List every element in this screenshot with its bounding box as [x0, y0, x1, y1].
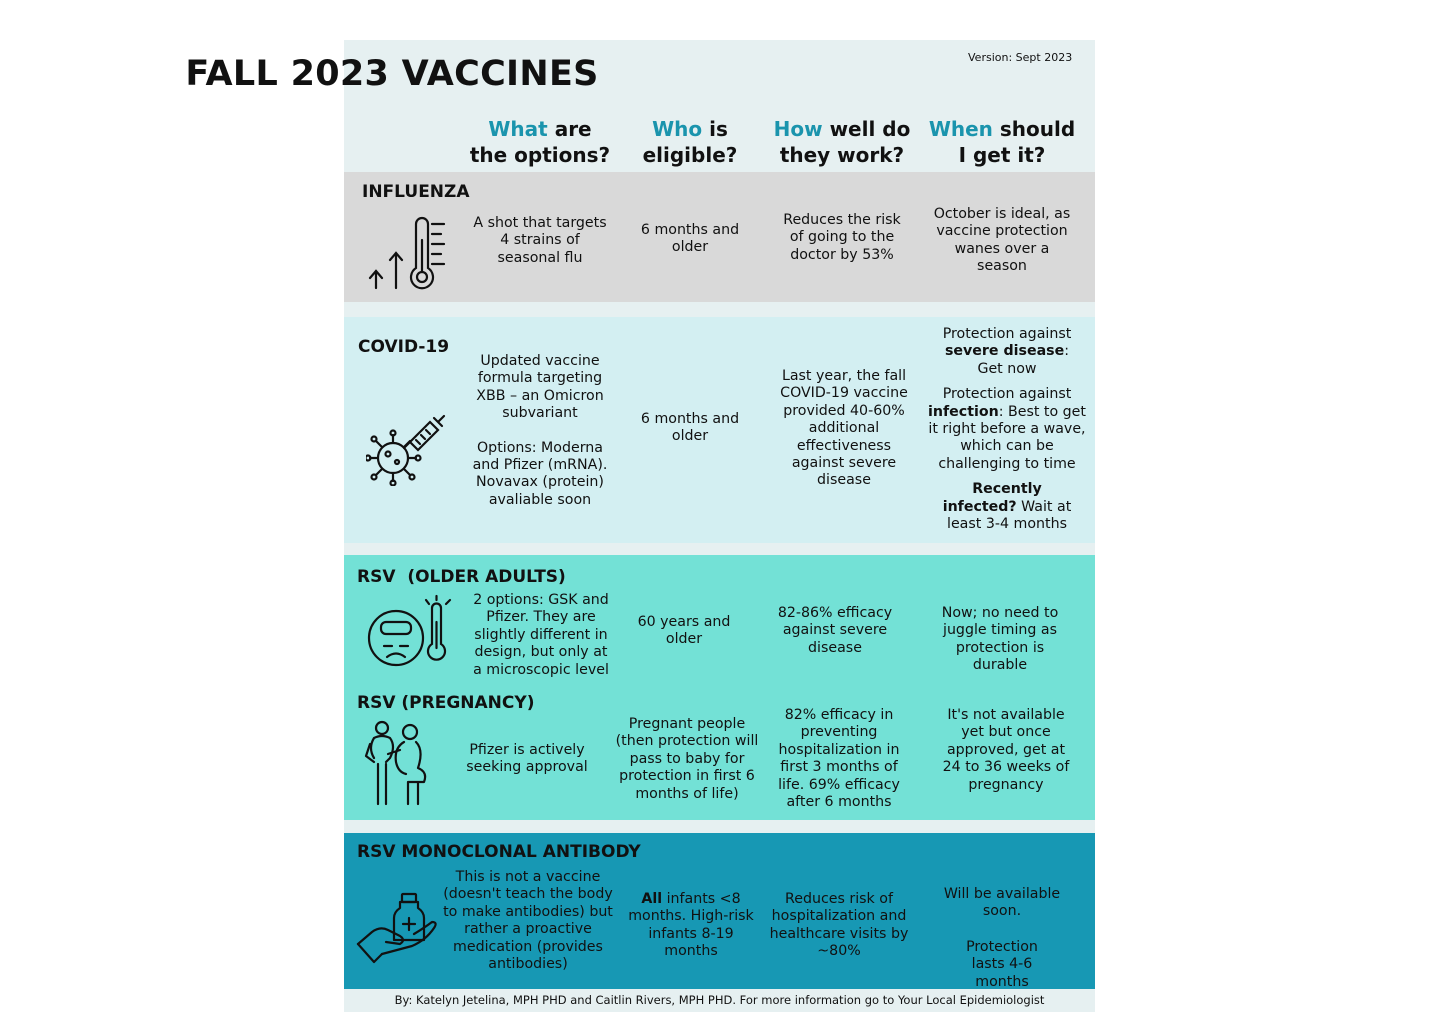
sick-face-thermometer-icon	[364, 594, 454, 670]
influenza-heading: INFLUENZA	[362, 182, 470, 202]
column-header-options: What are the options?	[469, 117, 611, 167]
rsv-pregnancy-options: Pfizer is actively seeking approval	[466, 742, 588, 776]
pregnant-family-icon	[364, 716, 434, 806]
hand-medicine-icon	[354, 892, 442, 966]
rsv-pregnancy-timing: It's not available yet but once approved, get at 24 to 36 weeks of pregnancy	[942, 707, 1070, 793]
rsv-older-efficacy: 82-86% efficacy against severe disease	[777, 605, 893, 656]
influenza-eligible: 6 months and older	[640, 222, 740, 256]
attribution-footer: By: Katelyn Jetelina, MPH PHD and Caitlin Rivers, MPH PHD. For more information go to Your Local Epidemiologist	[394, 993, 1045, 1007]
rsv-mab-heading: RSV MONOCLONAL ANTIBODY	[357, 842, 641, 862]
thermometer-icon	[364, 216, 448, 292]
rsv-mab-timing	[934, 886, 1070, 991]
column-header-eligible: Who is eligible?	[642, 117, 738, 167]
column-header-efficacy: How well do they work?	[773, 117, 911, 167]
rsv-pregnancy-efficacy: 82% efficacy in preventing hospitalization in first 3 months of life. 69% efficacy after 6 months	[778, 707, 900, 811]
rsv-older-eligible: 60 years and older	[637, 614, 731, 648]
rsv-mab-timing-duration: Protection lasts 4-6 months	[966, 938, 1038, 990]
covid-options-brands: Options: Moderna and Pfizer (mRNA). Novavax (protein) avaliable soon	[472, 439, 608, 508]
rsv-mab-eligible: All infants <8 months. High-risk infants 8-19 months	[628, 891, 754, 960]
rsv-older-timing: Now; no need to juggle timing as protection is durable	[941, 605, 1059, 674]
influenza-timing: October is ideal, as vaccine protection wanes over a season	[933, 206, 1071, 275]
covid-efficacy: Last year, the fall COVID-19 vaccine provided 40-60% additional effectiveness against severe disease	[780, 368, 908, 489]
column-header-timing: When should I get it?	[928, 117, 1076, 167]
rsv-mab-efficacy: Reduces risk of hospitalization and healthcare visits by ~80%	[769, 891, 909, 960]
covid-options	[468, 353, 612, 509]
influenza-options: A shot that targets 4 strains of seasonal flu	[473, 215, 607, 266]
covid-timing	[922, 326, 1092, 533]
rsv-older-heading: RSV (OLDER ADULTS)	[357, 567, 566, 587]
covid-timing-infection: Protection against infection: Best to get it right before a wave, which can be challenging to time	[928, 386, 1086, 472]
version-label: Version: Sept 2023	[968, 51, 1073, 64]
influenza-efficacy: Reduces the risk of going to the doctor by 53%	[783, 212, 901, 263]
covid-timing-recent: Recently infected? Wait at least 3-4 months	[942, 481, 1072, 533]
rsv-pregnancy-heading: RSV (PREGNANCY)	[357, 693, 535, 713]
page-title: FALL 2023 VACCINES	[185, 54, 599, 94]
covid-options-formula: Updated vaccine formula targeting XBB – an Omicron subvariant	[476, 353, 604, 422]
rsv-pregnancy-eligible: Pregnant people (then protection will pass to baby for protection in first 6 months of life)	[615, 716, 759, 802]
rsv-mab-options: This is not a vaccine (doesn't teach the body to make antibodies) but rather a proactive medication (provides antibodies)	[443, 869, 613, 973]
covid-eligible: 6 months and older	[640, 411, 740, 445]
covid-heading: COVID-19	[358, 337, 450, 357]
virus-syringe-icon	[366, 404, 446, 486]
rsv-mab-timing-availability: Will be available soon.	[943, 886, 1061, 920]
covid-timing-severe: Protection against severe disease: Get now	[942, 326, 1072, 377]
rsv-older-options: 2 options: GSK and Pfizer. They are slightly different in design, but only at a microscopic level	[473, 592, 609, 678]
